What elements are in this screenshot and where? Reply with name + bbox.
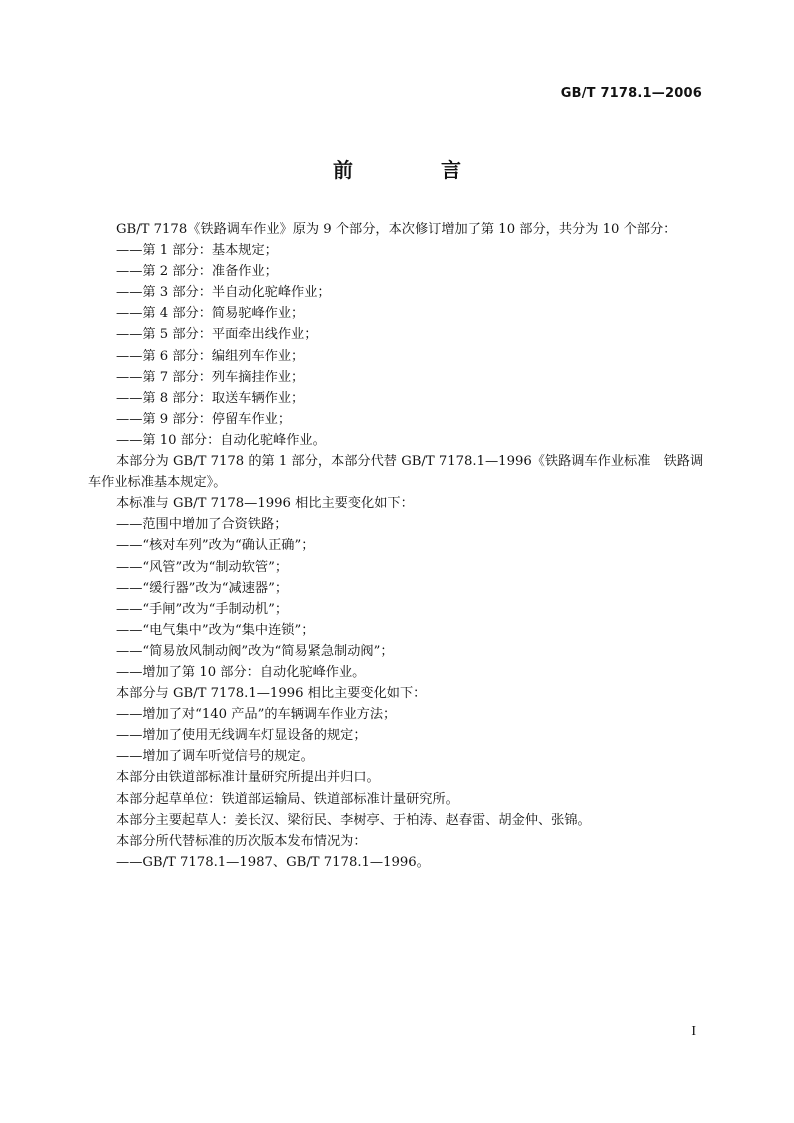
foreword-line: ——第 3 部分：半自动化驼峰作业； [116, 285, 331, 301]
foreword-line: ——“电气集中”改为“集中连锁”； [116, 622, 315, 638]
foreword-line: ——第 10 部分：自动化驼峰作业。 [116, 432, 326, 448]
standard-code: GB/T 7178.1—2006 [560, 86, 702, 101]
foreword-line: ——第 1 部分：基本规定； [116, 243, 278, 259]
foreword-line: ——增加了调车听觉信号的规定。 [116, 749, 314, 765]
foreword-line: ——第 4 部分：简易驼峰作业； [116, 306, 305, 322]
foreword-line: ——增加了对“140 产品”的车辆调车作业方法； [116, 707, 397, 723]
foreword-line: 本部分起草单位：铁道部运输局、铁道部标准计量研究所。 [116, 791, 459, 807]
foreword-line: ——“简易放风制动阀”改为“简易紧急制动阀”； [116, 643, 394, 659]
foreword-line: ——“风管”改为“制动软管”； [116, 559, 289, 575]
foreword-line: 本部分与 GB/T 7178.1—1996 相比主要变化如下： [116, 686, 427, 702]
foreword-line: ——GB/T 7178.1—1987、GB/T 7178.1—1996。 [116, 854, 430, 870]
foreword-line: ——“核对车列”改为“确认正确”； [116, 538, 315, 554]
foreword-line: 本部分所代替标准的历次版本发布情况为： [116, 833, 367, 849]
foreword-line: ——第 2 部分：准备作业； [116, 264, 278, 280]
page-title: 前 言 [333, 158, 495, 182]
foreword-line: ——第 8 部分：取送车辆作业； [116, 390, 305, 406]
foreword-line: ——“缓行器”改为“减速器”； [116, 580, 289, 596]
foreword-line: ——第 5 部分：平面牵出线作业； [116, 327, 318, 343]
foreword-line: 本标准与 GB/T 7178—1996 相比主要变化如下： [116, 496, 414, 512]
foreword-line: ——增加了第 10 部分：自动化驼峰作业。 [116, 664, 366, 680]
foreword-line: 车作业标准基本规定》。 [88, 475, 227, 491]
foreword-line: ——增加了使用无线调车灯显设备的规定； [116, 728, 367, 744]
foreword-line: GB/T 7178《铁路调车作业》原为 9 个部分，本次修订增加了第 10 部分，共分为 10 个部分： [116, 222, 677, 237]
foreword-line: 本部分主要起草人：姜长汉、梁衍民、李树亭、于柏涛、赵春雷、胡金仲、张锦。 [116, 812, 591, 828]
foreword-line: ——第 6 部分：编组列车作业； [116, 348, 305, 364]
page-number: I [691, 1024, 696, 1039]
foreword-line: 本部分由铁道部标准计量研究所提出并归口。 [116, 770, 380, 786]
foreword-body [88, 219, 708, 873]
foreword-line: ——“手闸”改为“手制动机”； [116, 601, 289, 617]
foreword-line: ——第 7 部分：列车摘挂作业； [116, 369, 305, 385]
foreword-line: ——第 9 部分：停留车作业； [116, 411, 292, 427]
foreword-line: ——范围中增加了合资铁路； [116, 517, 288, 533]
foreword-line: 本部分为 GB/T 7178 的第 1 部分，本部分代替 GB/T 7178.1—1996《铁路调车作业标准 铁路调 [116, 454, 704, 470]
